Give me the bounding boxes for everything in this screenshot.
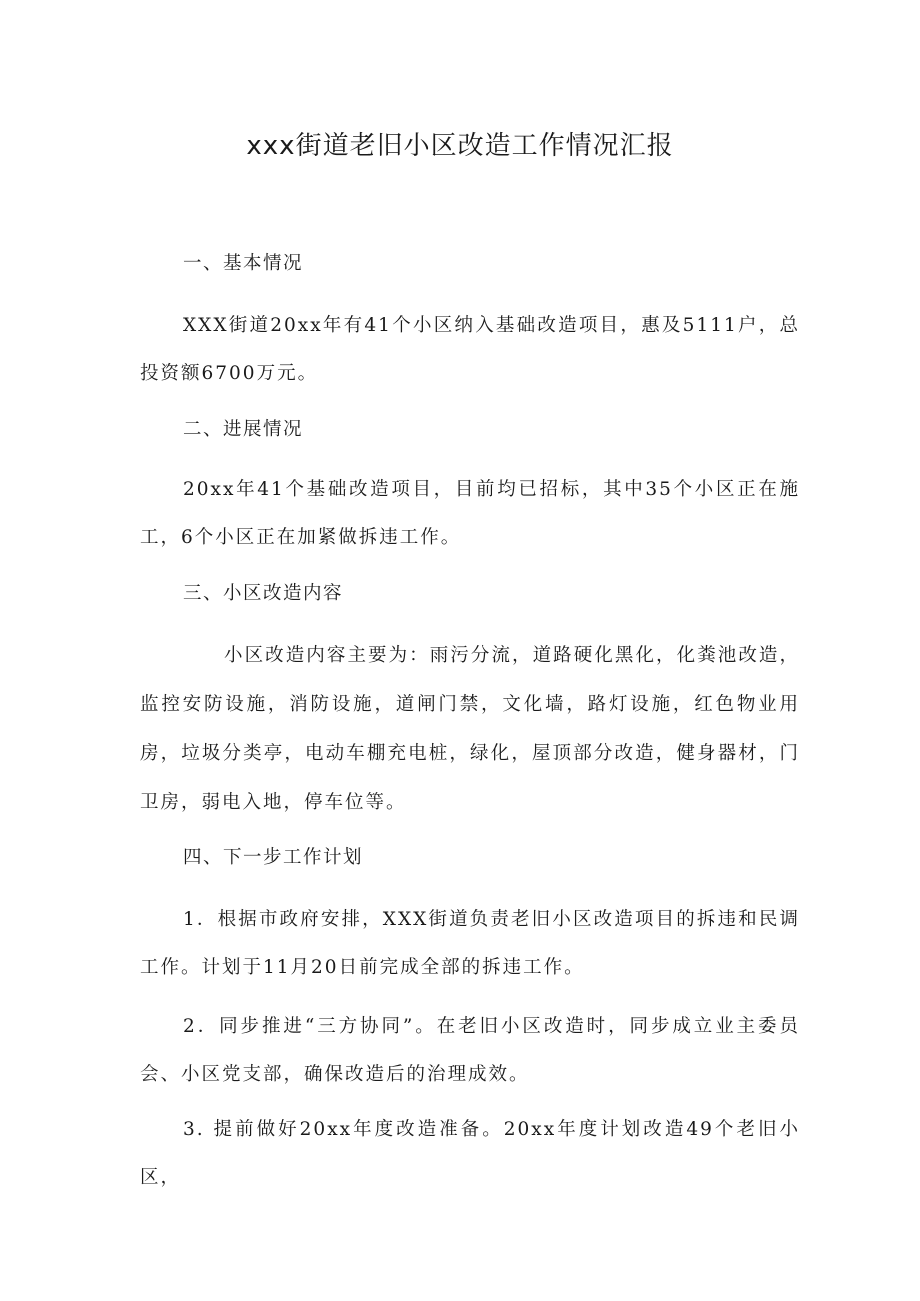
- section-heading-next-steps: 四、下一步工作计划: [183, 847, 364, 868]
- paragraph-plan-1: 1．根据市政府安排，XXX街道负责老旧小区改造项目的拆违和民调工作。计划于11月20日前完成全部的拆违工作。: [140, 909, 800, 978]
- section-heading-basic: 一、基本情况: [183, 253, 304, 274]
- paragraph-plan-3: 3. 提前做好20xx年度改造准备。20xx年度计划改造49个老旧小区，: [140, 1119, 800, 1188]
- paragraph-basic-info: XXX街道20xx年有41个小区纳入基础改造项目，惠及5111户，总投资额6700万元。: [140, 315, 800, 384]
- section-heading-content: 三、小区改造内容: [183, 583, 344, 604]
- paragraph-plan-2: 2．同步推进“三方协同”。在老旧小区改造时，同步成立业主委员会、小区党支部，确保改造后的治理成效。: [140, 1016, 800, 1085]
- section-heading-progress: 二、进展情况: [183, 419, 304, 440]
- paragraph-progress: 20xx年41个基础改造项目，目前均已招标，其中35个小区正在施工，6个小区正在加紧做拆违工作。: [140, 479, 800, 548]
- document-title: xxx街道老旧小区改造工作情况汇报: [246, 131, 674, 161]
- paragraph-renovation-content: 小区改造内容主要为：雨污分流，道路硬化黑化，化粪池改造，监控安防设施，消防设施，道闸门禁，文化墙，路灯设施，红色物业用房，垃圾分类亭，电动车棚充电桩，绿化，屋顶部分改造，健身器材，门卫房，弱电入地，停车位等。: [140, 645, 800, 813]
